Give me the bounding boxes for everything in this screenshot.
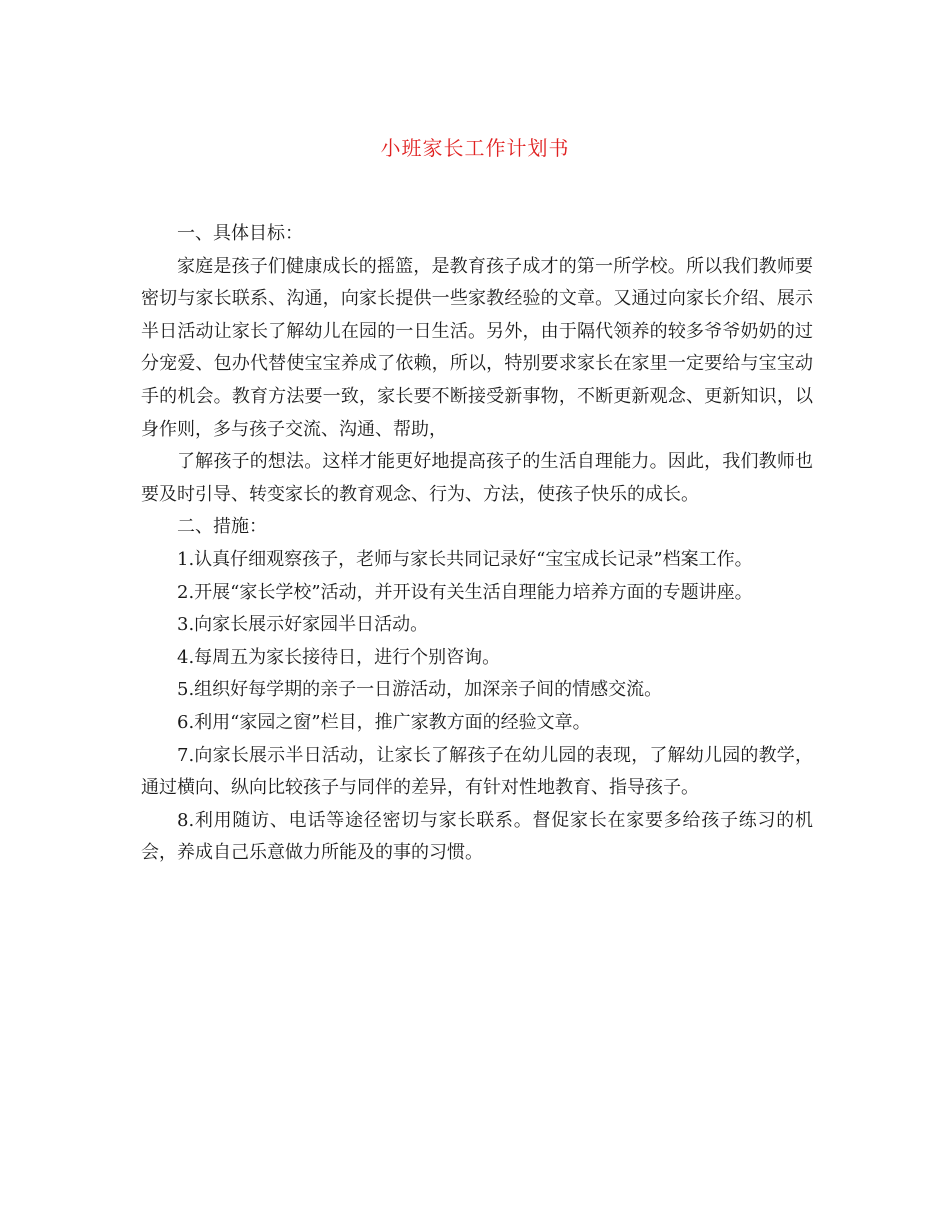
document-body [141, 218, 813, 870]
measure-item-7: 7.向家长展示半日活动，让家长了解孩子在幼儿园的表现，了解幼儿园的教学，通过横向、纵向比较孩子与同伴的差异，有针对性地教育、指导孩子。 [141, 744, 813, 799]
measure-item-3: 3.向家长展示好家园半日活动。 [177, 614, 429, 636]
measure-item-2: 2.开展“家长学校”活动，并开设有关生活自理能力培养方面的专题讲座。 [177, 581, 753, 603]
measure-item-6: 6.利用“家园之窗”栏目，推广家教方面的经验文章。 [177, 711, 591, 733]
paragraph-goals-1: 家庭是孩子们健康成长的摇篮，是教育孩子成才的第一所学校。所以我们教师要密切与家长联系、沟通，向家长提供一些家教经验的文章。又通过向家长介绍、展示半日活动让家长了解幼儿在园的一日生活。另外，由于隔代领养的较多爷爷奶奶的过分宠爱、包办代替使宝宝养成了依赖，所以，特别要求家长在家里一定要给与宝宝动手的机会。教育方法要一致，家长要不断接受新事物，不断更新观念、更新知识，以身作则，多与孩子交流、沟通、帮助， [141, 255, 813, 440]
section-heading-goals: 一、具体目标： [177, 223, 303, 244]
section-heading-measures: 二、措施： [177, 516, 267, 538]
measure-item-4: 4.每周五为家长接待日，进行个别咨询。 [177, 646, 501, 668]
paragraph-goals-2: 了解孩子的想法。这样才能更好地提高孩子的生活自理能力。因此，我们教师也要及时引导、转变家长的教育观念、行为、方法，使孩子快乐的成长。 [141, 451, 813, 505]
measure-item-5: 5.组织好每学期的亲子一日游活动，加深亲子间的情感交流。 [177, 679, 663, 701]
measure-item-1: 1.认真仔细观察孩子，老师与家长共同记录好“宝宝成长记录”档案工作。 [177, 548, 753, 570]
document-title: 小班家长工作计划书 [380, 136, 570, 160]
measure-item-8: 8.利用随访、电话等途径密切与家长联系。督促家长在家要多给孩子练习的机会，养成自己乐意做力所能及的事的习惯。 [141, 809, 813, 864]
